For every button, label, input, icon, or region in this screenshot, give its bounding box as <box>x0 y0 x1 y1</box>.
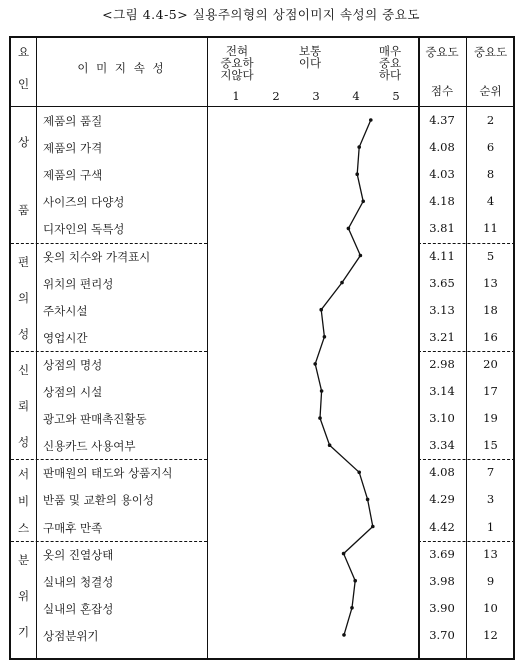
scale-right-line-3: 하다 <box>378 68 402 82</box>
importance-point <box>366 498 370 502</box>
tick-3: 3 <box>312 89 320 103</box>
tick-5: 5 <box>392 89 400 103</box>
score-value: 4.29 <box>429 492 455 507</box>
score-value: 4.03 <box>429 167 455 182</box>
attribute-label: 상점분위기 <box>43 628 99 643</box>
attribute-label: 제품의 가격 <box>43 141 103 156</box>
rank-value: 13 <box>483 275 498 290</box>
attribute-label: 구매후 만족 <box>43 520 103 535</box>
attribute-label: 위치의 편리성 <box>43 276 114 291</box>
score-value: 4.18 <box>429 194 455 209</box>
attribute-label: 옷의 치수와 가격표시 <box>43 249 151 264</box>
factor-group-char: 의 <box>17 290 30 305</box>
factor-group-char: 뢰 <box>17 399 30 414</box>
score-value: 2.98 <box>429 356 455 371</box>
score-value: 3.98 <box>429 573 455 588</box>
rank-value: 16 <box>483 329 498 344</box>
score-value: 4.37 <box>429 113 455 127</box>
attribute-label: 디자인의 독특성 <box>43 222 125 237</box>
tick-4: 4 <box>352 89 360 103</box>
importance-point <box>361 200 365 204</box>
header-score-top: 중요도 <box>425 45 459 59</box>
attribute-label: 광고와 판매촉진활동 <box>43 412 147 427</box>
score-value: 4.11 <box>429 248 455 263</box>
importance-point <box>357 145 361 149</box>
rank-value: 19 <box>483 411 498 426</box>
scale-left-line-1: 전혀 <box>225 44 249 58</box>
importance-point <box>369 118 373 122</box>
attribute-label: 신용카드 사용여부 <box>43 439 136 454</box>
score-value: 3.34 <box>429 438 455 453</box>
factor-group-char: 상 <box>17 134 30 149</box>
rank-value: 5 <box>486 248 495 263</box>
attribute-label: 제품의 구색 <box>43 168 103 183</box>
scale-left-line-2: 중요하 <box>220 56 254 70</box>
importance-point <box>359 254 363 258</box>
header-factor-2: 인 <box>17 77 30 91</box>
importance-point <box>313 362 317 366</box>
attribute-label: 상점의 명성 <box>43 357 103 372</box>
factor-group-char: 성 <box>17 435 30 450</box>
importance-point <box>353 579 357 583</box>
tick-2: 2 <box>272 89 280 103</box>
score-value: 3.81 <box>429 221 455 236</box>
attribute-label: 실내의 혼잡성 <box>43 601 114 616</box>
factor-group-char: 기 <box>17 624 30 639</box>
attribute-label: 실내의 청결성 <box>43 574 114 589</box>
factor-group-char: 성 <box>17 326 30 341</box>
rank-value: 13 <box>483 546 498 561</box>
scale-right-line-1: 매우 <box>378 44 402 58</box>
score-value: 3.69 <box>429 546 455 561</box>
importance-point <box>340 281 344 285</box>
score-value: 3.14 <box>429 384 455 398</box>
rank-value: 6 <box>486 140 495 155</box>
importance-point <box>355 172 359 176</box>
importance-point <box>318 416 322 420</box>
importance-series-line <box>315 120 373 635</box>
factor-group-char: 위 <box>17 588 30 603</box>
importance-point <box>342 633 346 637</box>
score-value: 4.08 <box>429 465 455 480</box>
score-value: 4.42 <box>429 519 455 534</box>
factor-group-char: 비 <box>17 493 30 508</box>
score-value: 3.65 <box>429 275 455 290</box>
attribute-label: 영업시간 <box>43 330 88 345</box>
header-score-bottom: 점수 <box>430 84 454 98</box>
attribute-label: 판매원의 태도와 상품지식 <box>43 466 173 481</box>
factor-group-char: 서 <box>17 466 30 481</box>
rank-value: 2 <box>486 113 495 127</box>
importance-point <box>350 606 354 610</box>
attribute-label: 반품 및 교환의 용이성 <box>43 493 154 508</box>
rank-value: 3 <box>486 492 495 507</box>
rank-value: 11 <box>483 221 498 236</box>
factor-group-char: 편 <box>17 254 30 269</box>
importance-point <box>357 471 361 475</box>
score-value: 3.13 <box>429 302 455 317</box>
rank-value: 4 <box>486 194 495 209</box>
header-attribute: 이 미 지 속 성 <box>77 61 166 75</box>
score-value: 3.21 <box>429 329 455 344</box>
importance-line-chart <box>11 38 513 658</box>
header-factor-1: 요 <box>17 45 30 59</box>
figure-caption: <그림 4.4-5> 실용주의형의 상점이미지 속성의 중요도 <box>102 7 420 22</box>
score-value: 3.10 <box>429 411 455 426</box>
importance-point <box>320 389 324 393</box>
rank-value: 20 <box>483 356 498 371</box>
scale-mid-line-1: 보통 <box>298 44 322 58</box>
score-value: 3.90 <box>429 600 455 615</box>
importance-point <box>342 552 346 556</box>
attribute-label: 옷의 진열상태 <box>43 547 114 562</box>
header-rank-bottom: 순위 <box>479 84 502 98</box>
importance-point <box>323 335 327 339</box>
rank-value: 12 <box>483 627 498 642</box>
attribute-label: 상점의 시설 <box>43 385 103 399</box>
rank-value: 7 <box>486 465 495 480</box>
importance-point <box>347 227 351 231</box>
attribute-label: 제품의 품질 <box>43 114 103 128</box>
rank-value: 18 <box>483 302 498 317</box>
rank-value: 10 <box>483 600 498 615</box>
scale-right-line-2: 중요 <box>378 56 402 70</box>
tick-1: 1 <box>232 89 240 103</box>
factor-group-char: 신 <box>17 362 30 377</box>
importance-table <box>9 36 515 660</box>
score-value: 3.70 <box>429 627 455 642</box>
scale-mid-line-2: 이다 <box>298 56 322 70</box>
scale-left-line-3: 지않다 <box>220 68 254 82</box>
rank-value: 17 <box>483 384 498 398</box>
importance-point <box>371 525 375 529</box>
rank-value: 1 <box>486 519 495 534</box>
rank-value: 9 <box>486 573 495 588</box>
importance-point <box>319 308 323 312</box>
rank-value: 8 <box>486 167 495 182</box>
importance-point <box>328 443 332 447</box>
attribute-label: 사이즈의 다양성 <box>43 195 125 210</box>
score-value: 4.08 <box>429 140 455 155</box>
factor-group-char: 스 <box>17 521 30 536</box>
factor-group-char: 분 <box>17 552 30 567</box>
rank-value: 15 <box>483 438 498 453</box>
attribute-label: 주차시설 <box>43 303 88 318</box>
factor-group-char: 품 <box>17 202 30 217</box>
header-rank-top: 중요도 <box>473 45 508 59</box>
